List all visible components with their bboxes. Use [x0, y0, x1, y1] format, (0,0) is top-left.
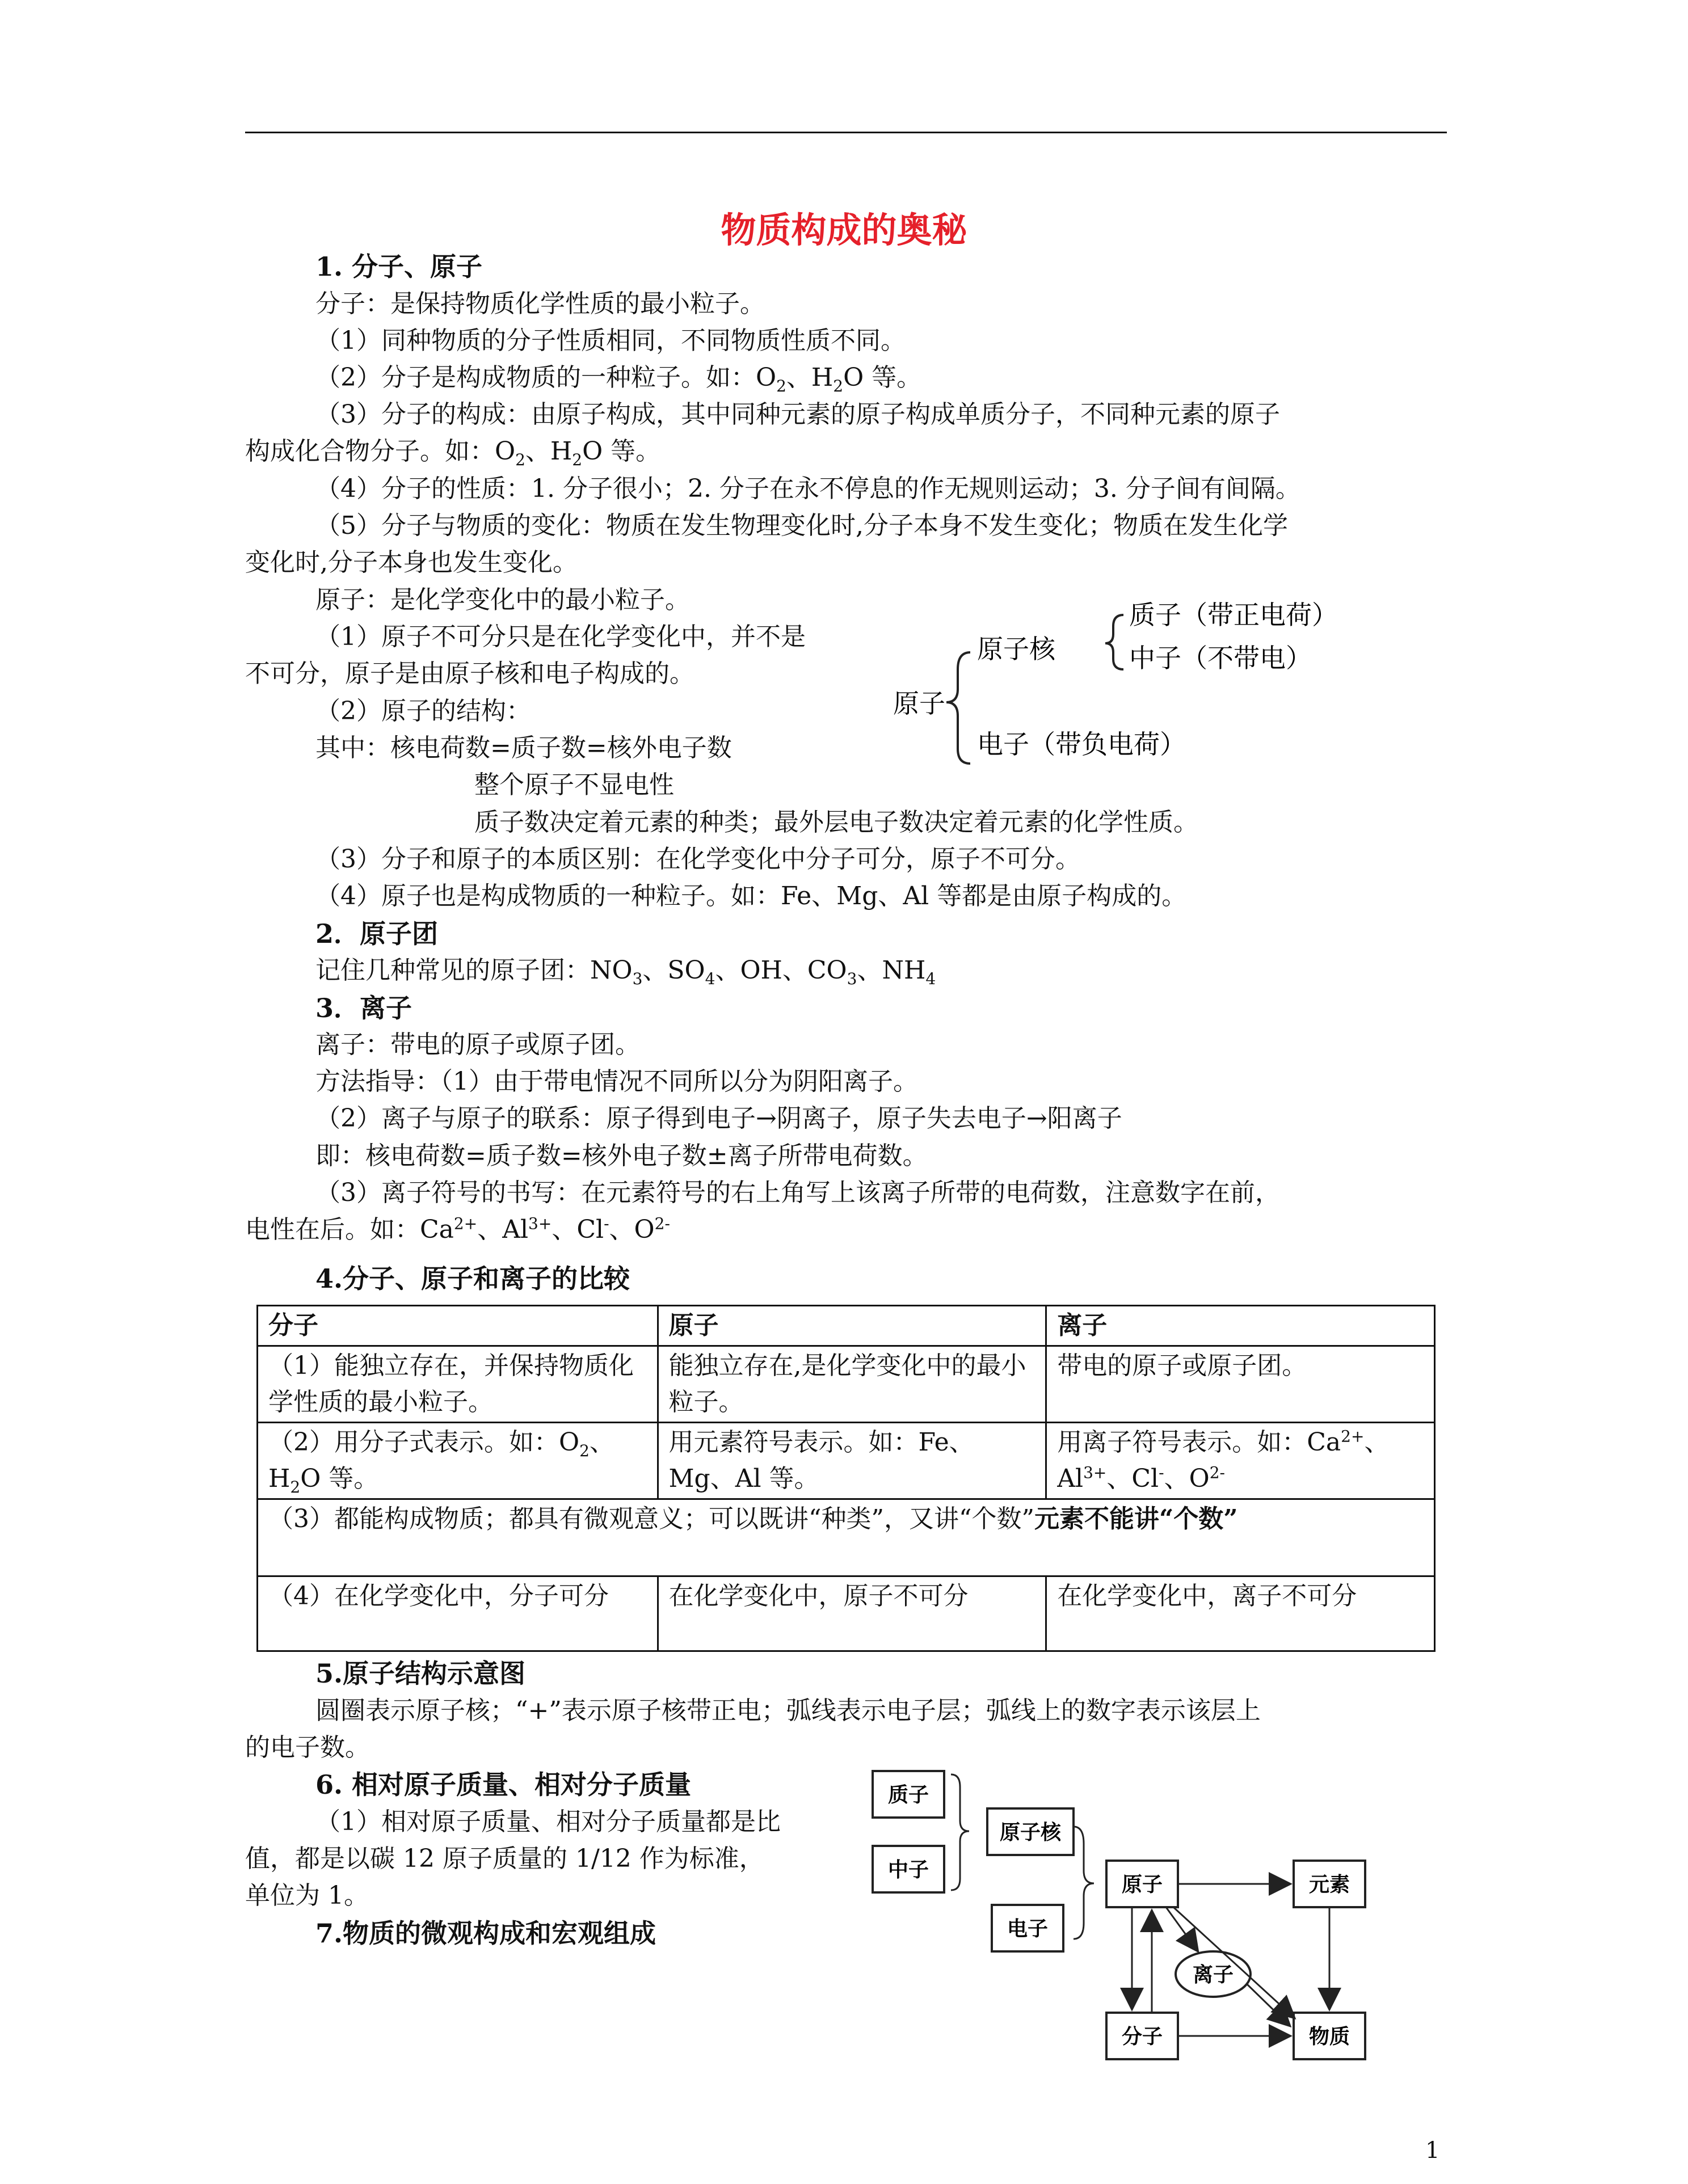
- section-5-line2: 的电子数。: [245, 1733, 370, 1762]
- molecule-point-4: （4）分子的性质：1. 分子很小；2. 分子在永不停息的作无规则运动；3. 分子间有间隔。: [315, 474, 1300, 503]
- page-number: 1: [1425, 2137, 1440, 2164]
- ion-relation: （2）离子与原子的联系：原子得到电子→阴离子，原子失去电子→阳离子: [315, 1104, 1122, 1133]
- radical-list: 记住几种常见的原子团：$NO_3$、$SO_4$、OH、$CO_3$、$NH_4$: [315, 956, 936, 988]
- flow-atom: 原子: [1121, 1873, 1163, 1896]
- molecule-definition: 分子：是保持物质化学性质的最小粒子。: [315, 289, 765, 318]
- charge-equation: 其中：核电荷数=质子数=核外电子数: [315, 733, 732, 762]
- row4-molecule: （4）在化学变化中，分子可分: [258, 1576, 658, 1651]
- header-ion: 离子: [1046, 1306, 1435, 1346]
- atom-structure-diagram: [885, 596, 1338, 777]
- neutron-label: 中子（不带电）: [1129, 643, 1312, 673]
- section-2-heading: 2．原子团: [315, 918, 439, 949]
- section-6-line2: 值，都是以碳 12 原子质量的 1/12 作为标准，: [245, 1844, 764, 1873]
- comparison-table: [256, 1305, 1436, 1652]
- proton-label: 质子（带正电荷）: [1129, 600, 1338, 630]
- section-6-line1: （1）相对原子质量、相对分子质量都是比: [315, 1807, 781, 1836]
- row2-atom: 用元素符号表示。如：Fe、Mg、Al 等。: [658, 1423, 1046, 1499]
- row1-atom: 能独立存在,是化学变化中的最小粒子。: [658, 1346, 1046, 1423]
- section-6-line3: 单位为 1。: [245, 1881, 369, 1910]
- table-header-row: [258, 1306, 1435, 1346]
- molecule-point-2: （2）分子是构成物质的一种粒子。如：$O_2$、$H_2O$ 等。: [315, 363, 922, 395]
- atom-point-2: （2）原子的结构：: [315, 697, 531, 726]
- flow-element: 元素: [1308, 1873, 1350, 1896]
- header-rule: [245, 132, 1447, 133]
- table-row: [258, 1499, 1435, 1576]
- ion-symbol-line1: （3）离子符号的书写：在元素符号的右上角写上该离子所带的电荷数，注意数字在前，: [315, 1178, 1280, 1207]
- flow-nucleus: 原子核: [999, 1821, 1062, 1844]
- molecule-point-5-line2: 变化时,分子本身也发生变化。: [245, 548, 578, 577]
- table-row: [258, 1346, 1435, 1423]
- section-5-line1: 圆圈表示原子核；“+”表示原子核带正电；弧线表示电子层；弧线上的数字表示该层上: [315, 1696, 1261, 1725]
- section-6-heading: 6. 相对原子质量、相对分子质量: [315, 1769, 692, 1800]
- row2-molecule: （2）用分子式表示。如：$O_2$、 $H_2O$ 等。: [258, 1423, 658, 1499]
- header-atom: 原子: [658, 1306, 1046, 1346]
- row3-common: （3）都能构成物质；都具有微观意义；可以既讲“种类”，又讲“个数”元素不能讲“个数”: [258, 1499, 1435, 1576]
- table-row: [258, 1423, 1435, 1499]
- row2-ion: 用离子符号表示。如：$Ca^{2+}$、 $Al^{3+}$、Cl-、$O^{2-}$: [1046, 1423, 1435, 1499]
- flow-ion: 离子: [1192, 1963, 1234, 1987]
- molecule-point-3-line1: （3）分子的构成：由原子构成，其中同种元素的原子构成单质分子，不同种元素的原子: [315, 400, 1280, 429]
- ion-charge-equation: 即：核电荷数=质子数=核外电子数±离子所带电荷数。: [315, 1141, 928, 1170]
- atom-point-4: （4）原子也是构成物质的一种粒子。如：Fe、Mg、Al 等都是由原子构成的。: [315, 882, 1187, 910]
- atom-label: 原子: [893, 688, 945, 719]
- flow-neutron: 中子: [887, 1858, 929, 1882]
- section-5-heading: 5.原子结构示意图: [315, 1658, 526, 1689]
- section-1-heading: 1. 分子、原子: [315, 251, 483, 282]
- atom-neutral-note: 整个原子不显电性: [474, 770, 674, 799]
- flow-electron: 电子: [1007, 1917, 1049, 1941]
- section-4-heading: 4.分子、原子和离子的比较: [315, 1263, 630, 1294]
- row1-ion: 带电的原子或原子团。: [1046, 1346, 1435, 1423]
- flow-molecule: 分子: [1121, 2025, 1163, 2048]
- row4-atom: 在化学变化中，原子不可分: [658, 1576, 1046, 1651]
- nucleus-label: 原子核: [977, 634, 1055, 664]
- ion-definition: 离子：带电的原子或原子团。: [315, 1030, 640, 1059]
- flow-proton: 质子: [887, 1784, 929, 1807]
- atom-point-1-line1: （1）原子不可分只是在化学变化中，并不是: [315, 622, 806, 651]
- page-title: 物质构成的奥秘: [721, 209, 967, 251]
- atom-definition: 原子：是化学变化中的最小粒子。: [315, 585, 690, 614]
- section-7-heading: 7.物质的微观构成和宏观组成: [315, 1918, 656, 1949]
- header-molecule: 分子: [258, 1306, 658, 1346]
- ion-symbol-line2: 电性在后。如：$Ca^{2+}$、$Al^{3+}$、Cl-、$O^{2-}$: [245, 1214, 670, 1244]
- row1-molecule: （1）能独立存在，并保持物质化学性质的最小粒子。: [258, 1346, 658, 1423]
- flow-matter: 物质: [1308, 2025, 1350, 2048]
- ion-method: 方法指导：（1）由于带电情况不同所以分为阴阳离子。: [315, 1067, 918, 1096]
- matter-composition-diagram: [862, 1759, 1407, 2099]
- molecule-point-3-line2: 构成化合物分子。如：$O_2$、$H_2O$ 等。: [245, 437, 661, 469]
- molecule-point-5-line1: （5）分子与物质的变化：物质在发生物理变化时,分子本身不发生变化；物质在发生化学: [315, 511, 1288, 540]
- atom-point-3: （3）分子和原子的本质区别：在化学变化中分子可分，原子不可分。: [315, 845, 1080, 874]
- molecule-point-1: （1）同种物质的分子性质相同，不同物质性质不同。: [315, 326, 906, 355]
- section-3-heading: 3．离子: [315, 993, 412, 1023]
- proton-decides-note: 质子数决定着元素的种类；最外层电子数决定着元素的化学性质。: [474, 808, 1198, 837]
- atom-point-1-line2: 不可分，原子是由原子核和电子构成的。: [245, 659, 694, 688]
- electron-label: 电子（带负电荷）: [977, 729, 1186, 760]
- table-row: [258, 1576, 1435, 1651]
- row4-ion: 在化学变化中，离子不可分: [1046, 1576, 1435, 1651]
